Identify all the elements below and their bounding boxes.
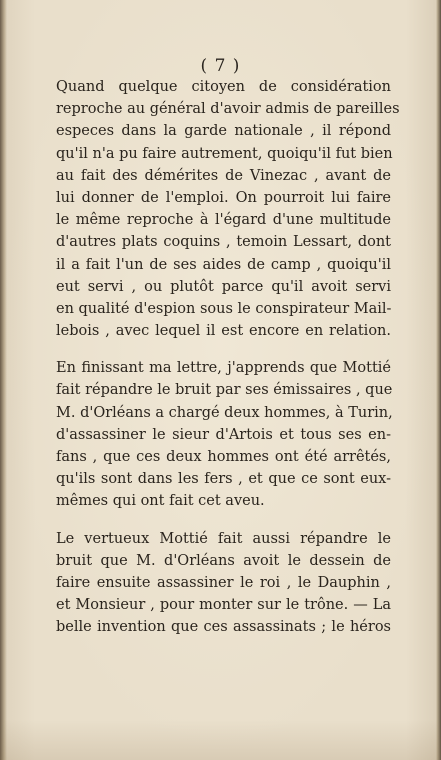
text-line: eut servi , ou plutôt parce qu'il avoit servi: [56, 278, 391, 295]
text-line: le même reproche à l'égard d'une multitude: [56, 212, 391, 229]
page-edge-right: [436, 0, 441, 760]
paragraph-spacer: [56, 513, 391, 528]
text-line: qu'ils sont dans les fers , et que ce sont eux-: [56, 471, 391, 488]
text-line: especes dans la garde nationale , il répond: [56, 123, 391, 140]
page-number: ( 7 ): [200, 56, 241, 76]
paragraph-2: [56, 357, 391, 512]
paragraph-3: [56, 528, 391, 639]
text-line: et Monsieur , pour monter sur le trône. — La: [56, 597, 391, 614]
text-line: lebois , avec lequel il est encore en relation.: [56, 323, 391, 340]
text-line: bruit que M. d'Orléans avoit le dessein de: [56, 552, 391, 569]
text-line: d'assassiner le sieur d'Artois et tous ses en-: [56, 426, 391, 443]
text-line: en qualité d'espion sous le conspirateur Mail-: [56, 300, 392, 317]
text-line: qu'il n'a pu faire autrement, quoiqu'il fut bien: [56, 145, 393, 162]
body-text: [56, 76, 400, 639]
text-line: il a fait l'un de ses aides de camp , quoiqu'il: [56, 256, 391, 273]
text-line: M. d'Orléans a chargé deux hommes, à Turin,: [56, 404, 393, 421]
page-bottom-shade: [0, 720, 441, 760]
text-line: d'autres plats coquins , temoin Lessart, dont: [56, 234, 391, 251]
text-line: faire ensuite assassiner le roi , le Dauphin ,: [56, 574, 391, 591]
text-line: Le vertueux Mottié fait aussi répandre le: [56, 530, 391, 547]
paragraph-spacer: [56, 342, 391, 357]
text-line: fait répandre le bruit par ses émissaires , que: [56, 382, 393, 399]
text-line: fans , que ces deux hommes ont été arrêtés,: [56, 449, 391, 465]
page-edge-left: [0, 0, 7, 760]
text-line: belle invention que ces assassinats ; le héros: [56, 619, 391, 636]
paragraph-1: [56, 76, 400, 342]
text-line: au fait des démérites de Vinezac , avant de: [56, 167, 391, 184]
text-line: reproche au général d'avoir admis de pareilles: [56, 101, 400, 118]
text-line: lui donner de l'emploi. On pourroit lui faire: [56, 189, 391, 206]
text-line: mêmes qui ont fait cet aveu.: [56, 493, 265, 510]
text-line: Quand quelque citoyen de considération: [56, 79, 391, 95]
text-line: En finissant ma lettre, j'apprends que Mottié: [56, 360, 391, 377]
